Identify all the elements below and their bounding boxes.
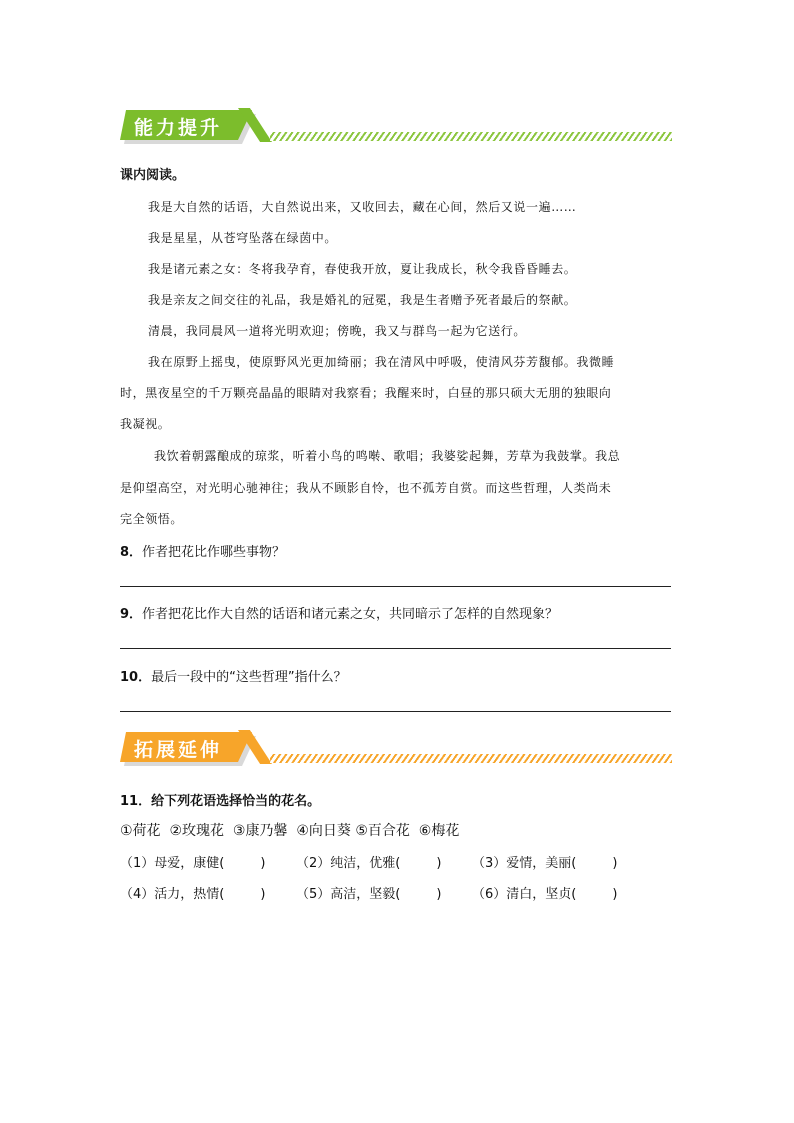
question-number: 11． <box>120 794 152 809</box>
match-item <box>296 852 441 871</box>
question-number: 8． <box>120 545 143 560</box>
passage-line: 我饮着朝露酿成的琼浆，听着小鸟的鸣啭、歌唱；我婆娑起舞，芳草为我鼓掌。我总 <box>154 449 621 463</box>
paren-close: ) <box>436 856 442 871</box>
passage-line: 我是大自然的话语，大自然说出来，又收回去，藏在心间，然后又说一遍…… <box>148 200 577 214</box>
match-item <box>120 883 265 902</box>
passage-line: 清晨，我同晨风一道将光明欢迎；傍晚，我又与群鸟一起为它送行。 <box>148 324 527 338</box>
match-item-label: （3）爱情，美丽( <box>472 856 577 871</box>
passage-line: 我凝视。 <box>120 417 171 431</box>
question-number: 9． <box>120 607 143 622</box>
passage-line: 我是星星，从苍穹坠落在绿茵中。 <box>148 231 338 245</box>
match-item <box>120 852 265 871</box>
answer-line[interactable] <box>120 711 671 712</box>
paren-close: ) <box>612 856 618 871</box>
match-item <box>472 852 617 871</box>
stripe-decoration <box>270 754 672 763</box>
match-item-label: （1）母爱，康健( <box>120 856 225 871</box>
passage-line: 我是亲友之间交往的礼品，我是婚礼的冠冕，我是生者赠予死者最后的祭献。 <box>148 293 577 307</box>
question-10 <box>120 666 347 685</box>
answer-line[interactable] <box>120 586 671 587</box>
match-item <box>296 883 441 902</box>
section-title: 能力提升 <box>134 117 223 139</box>
question-text: 作者把花比作大自然的话语和诸元素之女，共同暗示了怎样的自然现象？ <box>142 607 559 622</box>
passage-line: 我在原野上摇曳，使原野风光更加绮丽；我在清风中呼吸，使清风芬芳馥郁。我微睡 <box>148 355 615 369</box>
question-number: 10． <box>120 670 152 685</box>
match-item-label: （4）活力，热情( <box>120 887 225 902</box>
match-item-label: （2）纯洁，优雅( <box>296 856 401 871</box>
paren-close: ) <box>260 856 266 871</box>
question-9 <box>120 603 558 622</box>
passage-line: 完全领悟。 <box>120 512 184 526</box>
paren-close: ) <box>612 887 618 902</box>
match-item-label: （5）高洁，坚毅( <box>296 887 401 902</box>
section-title: 拓展延伸 <box>134 739 223 761</box>
question-11 <box>120 790 320 809</box>
match-item <box>472 883 617 902</box>
passage-line: 我是诸元素之女：冬将我孕育，春使我开放，夏让我成长，秋令我昏昏睡去。 <box>148 262 577 276</box>
match-item-label: （6）清白，坚贞( <box>472 887 577 902</box>
question-text: 给下列花语选择恰当的花名。 <box>151 794 321 809</box>
paren-close: ) <box>436 887 442 902</box>
answer-line[interactable] <box>120 648 671 649</box>
reading-heading: 课内阅读。 <box>120 168 186 183</box>
section-banner-extension <box>120 728 680 768</box>
section-banner-ability <box>120 106 680 146</box>
passage-line: 是仰望高空，对光明心驰神往；我从不顾影自怜，也不孤芳自赏。而这些哲理，人类尚未 <box>120 481 612 495</box>
paren-close: ) <box>260 887 266 902</box>
passage-line: 时，黑夜星空的千万颗亮晶晶的眼睛对我察看；我醒来时，白昼的那只硕大无朋的独眼向 <box>120 386 612 400</box>
question-text: 作者把花比作哪些事物？ <box>142 545 286 560</box>
stripe-decoration <box>270 132 672 141</box>
question-text: 最后一段中的“这些哲理”指什么？ <box>151 670 347 685</box>
question-8 <box>120 541 285 560</box>
flower-options: ①荷花 ②玫瑰花 ③康乃馨 ④向日葵 ⑤百合花 ⑥梅花 <box>120 823 460 839</box>
